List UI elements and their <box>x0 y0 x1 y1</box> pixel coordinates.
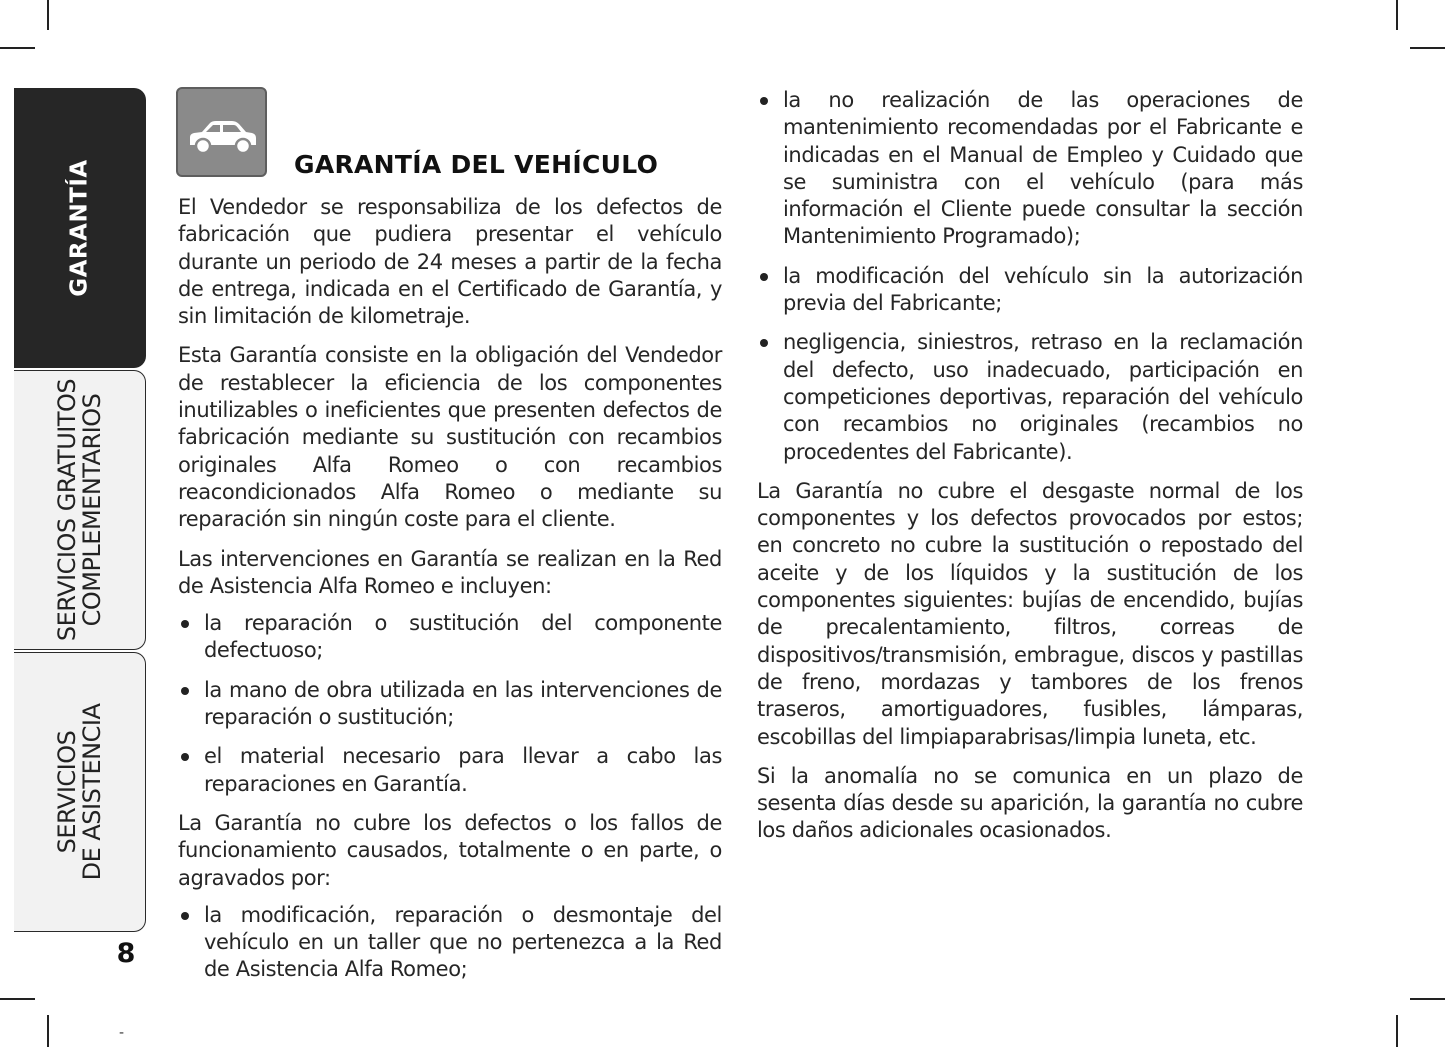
bullet-list <box>178 902 722 984</box>
crop-mark <box>0 47 35 49</box>
tab-servicios-gratuitos[interactable] <box>14 370 146 650</box>
car-icon <box>176 87 267 177</box>
left-column <box>178 194 722 996</box>
list-item: la mano de obra utilizada en las intervenciones de reparación o sustitución; <box>178 677 722 732</box>
tab-label: SERVICIOS DE ASISTENCIA <box>52 703 106 881</box>
list-item: el material necesario para llevar a cabo las reparaciones en Garantía. <box>178 743 722 798</box>
tab-label: GARANTÍA <box>66 159 92 297</box>
bullet-list <box>178 610 722 798</box>
list-item: la modificación del vehículo sin la autorización previa del Fabricante; <box>757 263 1303 318</box>
right-column <box>757 87 1303 857</box>
page-dash: - <box>119 1025 125 1041</box>
crop-mark <box>1410 998 1445 1000</box>
paragraph: Las intervenciones en Garantía se realizan en la Red de Asistencia Alfa Romeo e incluyen: <box>178 546 722 598</box>
paragraph: El Vendedor se responsabiliza de los defectos de fabricación que pudiera presentar el vehículo durante un periodo de 24 meses a partir de la fecha de entrega, indicada en el Certificado de Garantía, y sin limitación de kilometraje. <box>178 195 722 329</box>
list-item: la no realización de las operaciones de mantenimiento recomendadas por el Fabricante e indicadas en el Manual de Empleo y Cuidado que se suministra con el vehículo (para más información el Cliente puede consultar la sección Mantenimiento Programado); <box>757 87 1303 251</box>
tab-label: SERVICIOS GRATUITOS COMPLEMENTARIOS <box>52 378 106 642</box>
paragraph: Esta Garantía consiste en la obligación del Vendedor de restablecer la eficiencia de los componentes inutilizables o ineficientes que presenten defectos de fabricación mediante su sustitución con recambios originales Alfa Romeo o con recambios reacondicionados Alfa Romeo o mediante su reparación sin ningún coste para el cliente. <box>178 343 722 532</box>
crop-mark <box>1410 47 1445 49</box>
paragraph: La Garantía no cubre los defectos o los fallos de funcionamiento causados, totalmente o en parte, o agravados por: <box>178 810 722 890</box>
list-item: la reparación o sustitución del componente defectuoso; <box>178 610 722 665</box>
list-item: negligencia, siniestros, retraso en la reclamación del defecto, uso inadecuado, participación en competiciones deportivas, reparación del vehículo con recambios no originales (recambios no procedentes del Fabricante). <box>757 329 1303 465</box>
crop-mark <box>1396 0 1398 30</box>
paragraph: La Garantía no cubre el desgaste normal de los componentes y los defectos provocados por estos; en concreto no cubre la sustitución o repostado del aceite y de los líquidos y la sustitución de los componentes siguientes: bujías de encendido, bujías de precalentamiento, filtros, correas de dispositivos/transmisión, embrague, discos y pastillas de freno, mordazas y tambores de los frenos traseros, amortiguadores, fusibles, lámparas, escobillas del limpiaparabrisas/limpia luneta, etc. <box>757 478 1303 749</box>
crop-mark <box>1396 1015 1398 1047</box>
paragraph: Si la anomalía no se comunica en un plazo de sesenta días desde su aparición, la garantía no cubre los daños adicionales ocasionados. <box>757 763 1303 843</box>
page-number: 8 <box>116 938 136 969</box>
section-title: GARANTÍA DEL VEHÍCULO <box>294 150 659 179</box>
crop-mark <box>47 1015 49 1047</box>
crop-mark <box>0 998 35 1000</box>
bullet-list <box>757 87 1303 466</box>
tab-garantia[interactable] <box>14 88 146 368</box>
tab-servicios-asistencia[interactable] <box>14 652 146 932</box>
list-item: la modificación, reparación o desmontaje del vehículo en un taller que no pertenezca a la Red de Asistencia Alfa Romeo; <box>178 902 722 984</box>
crop-mark <box>47 0 49 30</box>
